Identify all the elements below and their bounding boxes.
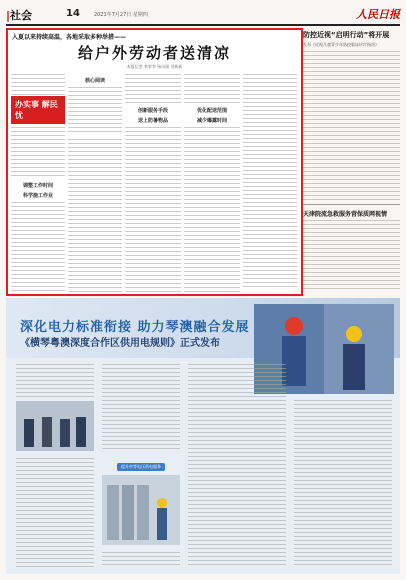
feature-column-4 xyxy=(294,400,392,568)
text-block xyxy=(125,74,181,104)
feature-column-2 xyxy=(102,364,180,568)
text-block xyxy=(68,87,122,135)
right-headline: 防控近视“启明行动”将开展 xyxy=(303,31,390,39)
right-column xyxy=(303,28,400,292)
substation-photo xyxy=(102,475,180,545)
subhead-4: 送上防暑物品 xyxy=(137,118,168,124)
section-name xyxy=(6,7,32,23)
right-headline-2: 天津院流急救服务营保质网视情 xyxy=(303,211,388,218)
person xyxy=(76,417,86,447)
text-block xyxy=(11,202,65,292)
lead-column-2 xyxy=(68,74,122,292)
text-block xyxy=(243,74,297,288)
lead-byline: 本报记者 李荣李 杨凤娟 刘新新 xyxy=(126,64,183,69)
subhead-core-reading: 核心阅读 xyxy=(84,78,105,84)
red-banner: 办实事 解民忧 xyxy=(11,96,65,124)
tag-wrap xyxy=(102,453,180,472)
cabinet xyxy=(122,485,134,540)
power-feature xyxy=(6,298,400,574)
feature-column-3 xyxy=(188,364,286,568)
text-block xyxy=(125,127,181,292)
text-block xyxy=(303,220,400,290)
subhead-6: 减少曝露时间 xyxy=(196,118,227,124)
text-block xyxy=(102,364,180,450)
text-block xyxy=(102,552,180,568)
helmet-icon xyxy=(157,498,167,508)
subhead-1: 调整工作时间 xyxy=(22,183,53,189)
page-header xyxy=(6,6,400,26)
newspaper-logo: 人民日报 xyxy=(356,8,400,21)
feature-headline: 深化电力标准衔接 助力琴澳融合发展 xyxy=(20,320,250,335)
text-block xyxy=(294,400,392,568)
meeting-photo xyxy=(16,401,94,451)
cabinet xyxy=(107,485,119,540)
worker xyxy=(157,508,167,540)
lead-column-5 xyxy=(243,74,297,292)
text-block xyxy=(188,364,286,568)
subhead-5: 优化配送范围 xyxy=(196,108,227,114)
page-number: 14 xyxy=(66,8,80,19)
lead-column-1 xyxy=(11,74,65,292)
subhead-2: 科学施工作业 xyxy=(22,193,53,199)
text-block xyxy=(16,458,94,568)
yellow-helmet-icon xyxy=(346,326,362,342)
person xyxy=(24,419,34,447)
text-block xyxy=(11,127,65,179)
lead-headline: 给户外劳动者送清凉 xyxy=(77,44,231,62)
divider xyxy=(303,204,400,205)
person xyxy=(60,419,70,447)
person xyxy=(42,417,52,447)
lead-column-4 xyxy=(184,74,240,292)
lead-kicker: 入夏以来持续高温，各地采取多种举措—— xyxy=(12,34,127,41)
subhead-3: 创新服务手段 xyxy=(137,108,168,114)
text-block xyxy=(68,139,122,292)
section-marker: | xyxy=(6,9,11,22)
lead-column-3 xyxy=(125,74,181,292)
text-block xyxy=(184,127,240,292)
lead-article xyxy=(6,28,303,296)
feature-subheadline: 《横琴粤澳深度合作区供用电规则》正式发布 xyxy=(20,338,220,349)
right-subtitle: 发布《近视儿童青少年防控临床诊疗指南》 xyxy=(303,42,379,47)
issue-date: 2021年7月27日 星期四 xyxy=(94,12,148,18)
feature-tag: 提升中等电压供电服务 xyxy=(117,463,165,471)
text-block xyxy=(11,74,65,96)
text-block xyxy=(16,364,94,398)
text-block xyxy=(303,51,400,201)
cabinet xyxy=(137,485,149,540)
worker-2 xyxy=(343,344,365,390)
feature-column-1 xyxy=(16,364,94,568)
text-block xyxy=(184,74,240,104)
section-label: 社会 xyxy=(10,9,33,22)
red-helmet-icon xyxy=(285,317,303,335)
